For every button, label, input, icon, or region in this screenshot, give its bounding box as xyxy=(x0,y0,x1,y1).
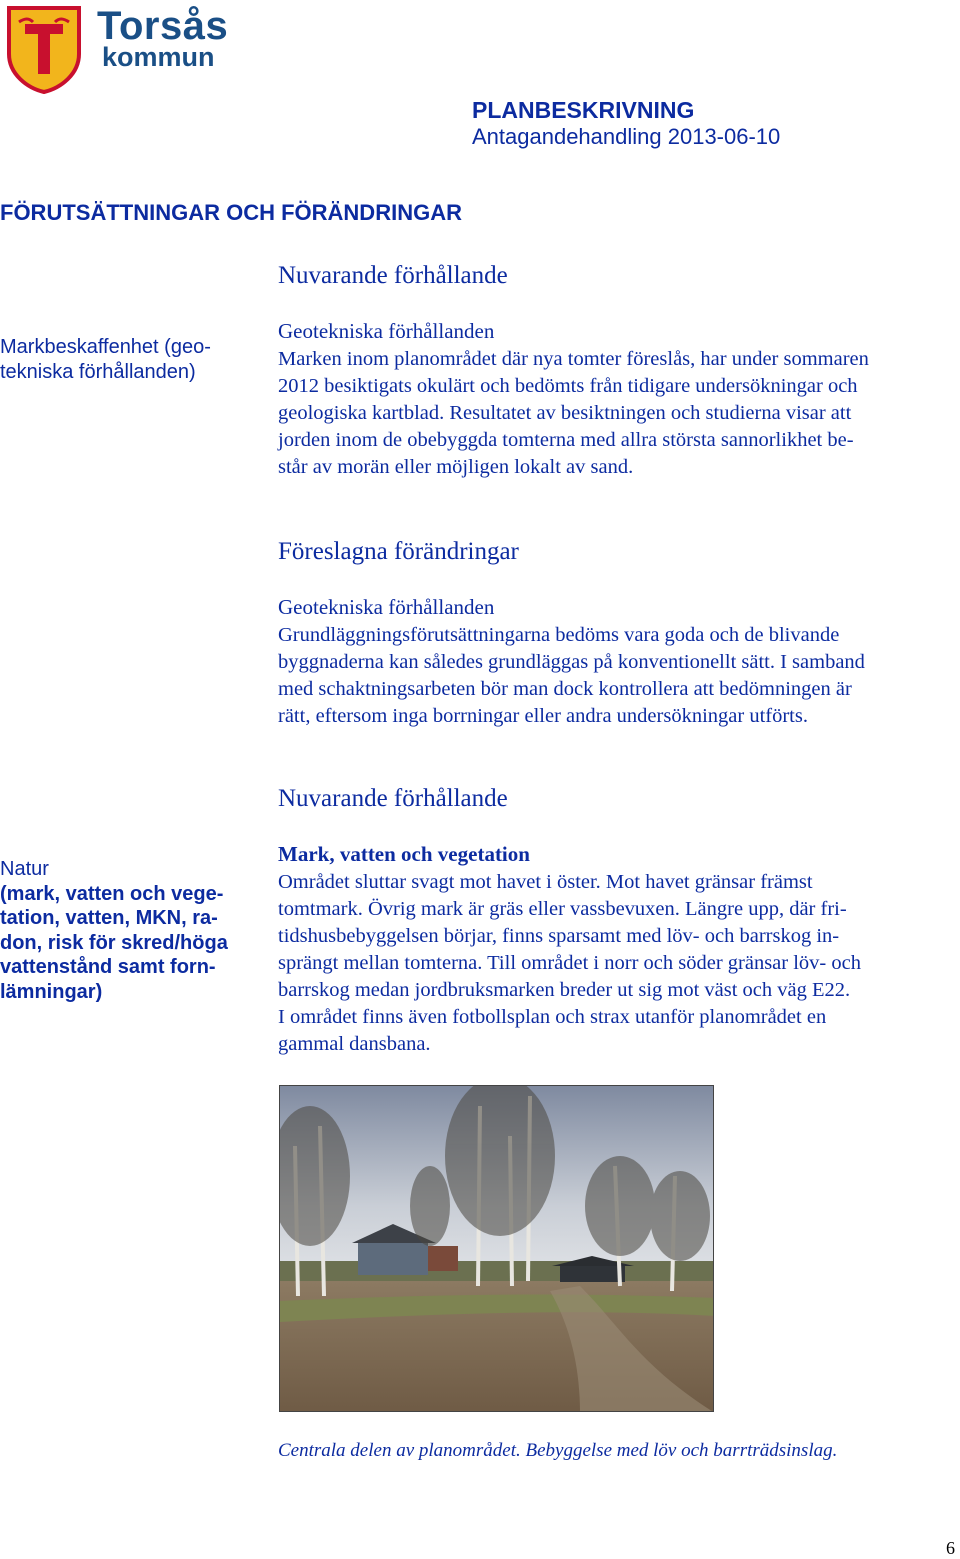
subheading-land-water-vegetation: Mark, vatten och vegetation xyxy=(278,842,530,866)
side-label-markbeskaffenhet: Markbeskaffenhet (geo- tekniska förhållanden) xyxy=(0,336,211,383)
paragraph-geotechnical-proposed xyxy=(278,622,958,730)
paragraph-land-water-vegetation xyxy=(278,869,958,1058)
section-heading-current-natur: Nuvarande förhållande xyxy=(278,785,508,812)
torsas-kommun-logo xyxy=(5,4,229,96)
text-line: tomtmark. Övrig mark är gräs eller vassbevuxen. Längre upp, där fri- xyxy=(278,898,847,920)
side-label-line: tation, vatten, MKN, ra- xyxy=(0,907,218,929)
side-label-line: vattenstånd samt forn- xyxy=(0,956,216,978)
side-label-line: lämningar) xyxy=(0,980,103,1003)
side-label-natur xyxy=(0,857,255,1004)
text-line: med schaktningsarbeten bör man dock kontrollera att bedömningen är xyxy=(278,678,852,700)
subheading-geotechnical: Geotekniska förhållanden xyxy=(278,319,495,343)
text-line: tidshusbebyggelsen börjar, finns sparsamt med löv- och barrskog in- xyxy=(278,925,840,947)
text-line: I området finns även fotbollsplan och strax utanför planområdet en xyxy=(278,1006,827,1028)
side-label-line: (mark, vatten och vege- xyxy=(0,882,224,905)
side-label-title: Natur xyxy=(0,858,49,880)
text-line: rätt, eftersom inga borrningar eller andra undersökningar utförts. xyxy=(278,705,808,727)
text-line: Området sluttar svagt mot havet i öster. Mot havet gränsar främst xyxy=(278,871,813,893)
document-type: PLANBESKRIVNING xyxy=(472,97,695,123)
subheading-geotechnical-proposed: Geotekniska förhållanden xyxy=(278,595,495,619)
logo-subtitle: kommun xyxy=(102,42,215,72)
section-heading-proposed: Föreslagna förändringar xyxy=(278,538,519,565)
text-line: Grundläggningsförutsättningarna bedöms vara goda och de blivande xyxy=(278,624,840,646)
photo-illustration xyxy=(280,1086,714,1412)
text-line: gammal dansbana. xyxy=(278,1033,431,1055)
side-label-line: don, risk för skred/höga xyxy=(0,931,228,954)
paragraph-geotechnical-current xyxy=(278,346,958,481)
document-status: Antagandehandling 2013-06-10 xyxy=(472,124,781,149)
landscape-photo xyxy=(279,1085,714,1412)
text-line: står av morän eller möjligen lokalt av sand. xyxy=(278,456,634,478)
page-number: 6 xyxy=(946,1538,955,1558)
text-line: barrskog medan jordbruksmarken breder ut sig mot väst och väg E22. xyxy=(278,979,851,1001)
text-line: sprängt mellan tomterna. Till området i norr och söder gränsar löv- och xyxy=(278,952,861,974)
chapter-heading: FÖRUTSÄTTNINGAR OCH FÖRÄNDRINGAR xyxy=(0,200,462,225)
coat-of-arms-icon xyxy=(5,4,83,94)
section-heading-current: Nuvarande förhållande xyxy=(278,262,508,289)
text-line: jorden inom de obebyggda tomterna med allra största sannorlikhet be- xyxy=(278,429,854,451)
text-line: geologiska kartblad. Resultatet av besiktningen och studierna visar att xyxy=(278,402,852,424)
text-line: Marken inom planområdet där nya tomter föreslås, har under sommaren xyxy=(278,348,869,370)
text-line: 2012 besiktigats okulärt och bedömts från tidigare undersökningar och xyxy=(278,375,858,397)
logo-name: Torsås xyxy=(97,4,229,48)
photo-caption: Centrala delen av planområdet. Bebyggelse med löv och barrträdsinslag. xyxy=(278,1440,838,1461)
text-line: byggnaderna kan således grundläggas på konventionellt sätt. I samband xyxy=(278,651,865,673)
